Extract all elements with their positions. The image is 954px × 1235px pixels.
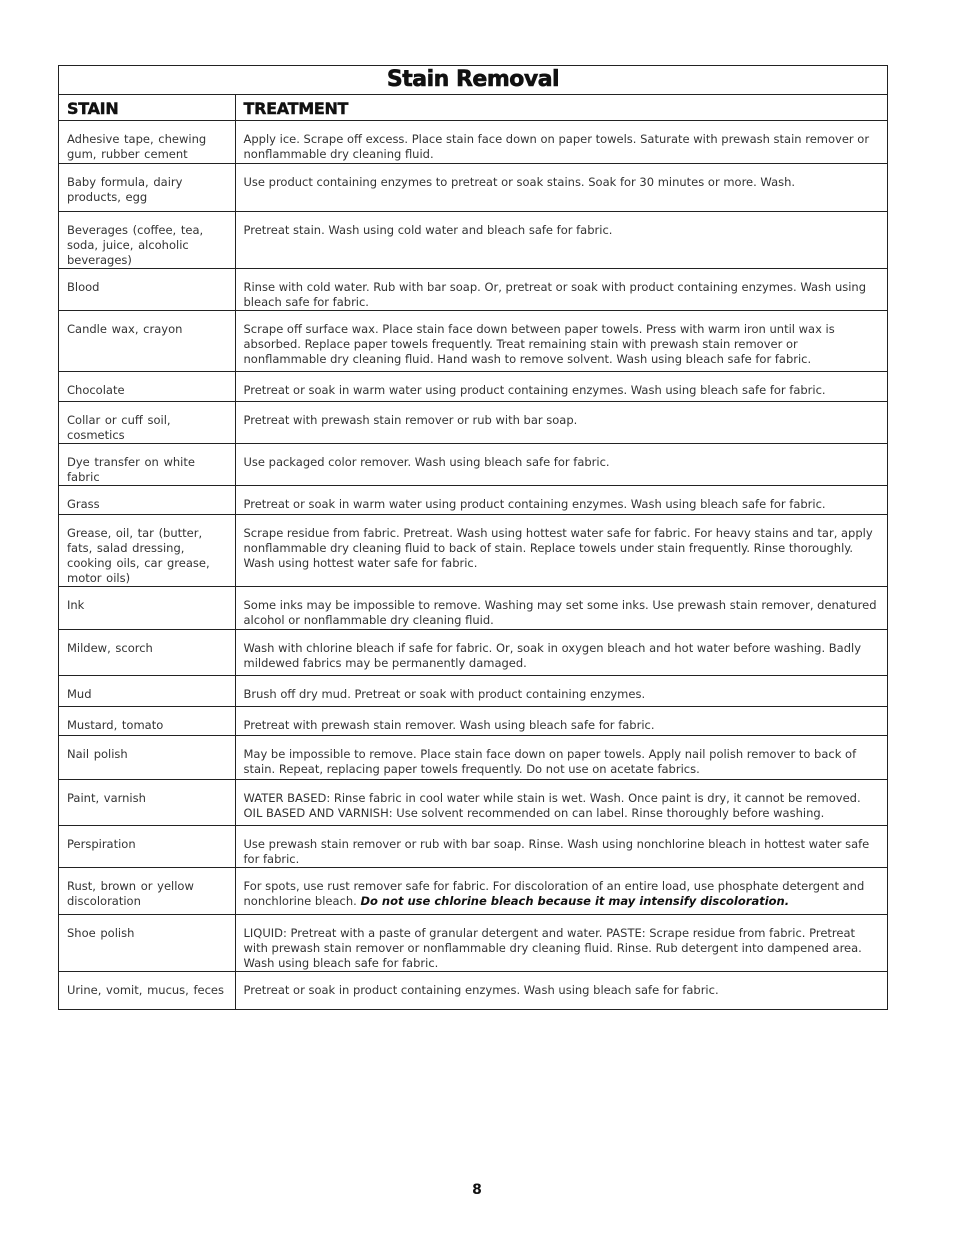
treatment-cell (235, 868, 887, 915)
treatment-text: WATER BASED: Rinse fabric in cool water while stain is wet. Wash. Once paint is dry, it cannot be removed. OIL BASED AND VARNISH: Use solvent recommended on can label. Rinse thoroughly before washing. (243, 791, 861, 820)
treatment-cell (235, 121, 887, 164)
table-row (59, 402, 887, 444)
table-row (59, 121, 887, 164)
table-row (59, 444, 887, 486)
treatment-text: Pretreat or soak in product containing enzymes. Wash using bleach safe for fabric. (243, 983, 719, 997)
stain-cell: Grease, oil, tar (butter, fats, salad dressing, cooking oils, car grease, motor oils) (59, 515, 235, 587)
treatment-cell (235, 164, 887, 212)
treatment-warning-text: Do not use chlorine bleach because it may intensify discoloration. (360, 894, 790, 908)
stain-cell: Beverages (coffee, tea, soda, juice, alcoholic beverages) (59, 212, 235, 269)
treatment-text: Rinse with cold water. Rub with bar soap. Or, pretreat or soak with product containing enzymes. Wash using bleach safe for fabric. (243, 280, 867, 309)
table-row (59, 676, 887, 707)
stain-cell: Blood (59, 269, 235, 311)
stain-cell: Candle wax, crayon (59, 311, 235, 372)
treatment-text: May be impossible to remove. Place stain face down on paper towels. Apply nail polish remover to back of stain. Repeat, replacing paper towels frequently. Do not use on acetate fabrics. (243, 747, 857, 776)
table-row (59, 515, 887, 587)
treatment-cell (235, 311, 887, 372)
table-row (59, 486, 887, 515)
treatment-cell (235, 444, 887, 486)
stain-cell: Mustard, tomato (59, 707, 235, 736)
stain-column-header: STAIN (59, 95, 235, 121)
stain-removal-table (59, 95, 887, 1009)
page-title: Stain Removal (59, 66, 887, 95)
table-row (59, 915, 887, 972)
treatment-cell (235, 780, 887, 826)
table-row (59, 587, 887, 630)
treatment-cell (235, 269, 887, 311)
treatment-text: LIQUID: Pretreat with a paste of granular detergent and water. PASTE: Scrape residue from fabric. Pretreat with prewash stain remover or nonflammable dry cleaning fluid. Rinse. Rub detergent into dampened area. Wash using bleach safe for fabric. (243, 926, 862, 970)
treatment-text: For spots, use rust remover safe for fabric. For discoloration of an entire load, use phosphate detergent and nonchlorine bleach. (243, 879, 865, 908)
treatment-text: Pretreat or soak in warm water using product containing enzymes. Wash using bleach safe for fabric. (243, 383, 826, 397)
page-number: 8 (472, 1182, 482, 1198)
table-row (59, 826, 887, 868)
treatment-text: Scrape residue from fabric. Pretreat. Wash using hottest water safe for fabric. For heavy stains and tar, apply nonflammable dry cleaning fluid to back of stain. Replace towels under stain frequently. Rinse thoroughly. Wash using hottest water safe for fabric. (243, 526, 873, 570)
stain-cell: Perspiration (59, 826, 235, 868)
treatment-cell (235, 212, 887, 269)
treatment-text: Apply ice. Scrape off excess. Place stain face down on paper towels. Saturate with prewash stain remover or nonflammable dry cleaning fluid. (243, 132, 870, 161)
stain-cell: Dye transfer on white fabric (59, 444, 235, 486)
table-header-row (59, 95, 887, 121)
stain-cell: Urine, vomit, mucus, feces (59, 972, 235, 1009)
table-row (59, 311, 887, 372)
treatment-text: Some inks may be impossible to remove. Washing may set some inks. Use prewash stain remover, denatured alcohol or nonflammable dry cleaning fluid. (243, 598, 877, 627)
treatment-cell (235, 587, 887, 630)
stain-cell: Chocolate (59, 372, 235, 402)
treatment-cell (235, 736, 887, 780)
stain-cell: Rust, brown or yellow discoloration (59, 868, 235, 915)
treatment-cell (235, 486, 887, 515)
treatment-cell (235, 402, 887, 444)
stain-removal-table-frame (58, 65, 888, 1010)
table-row (59, 372, 887, 402)
stain-cell: Mud (59, 676, 235, 707)
stain-cell: Nail polish (59, 736, 235, 780)
table-row (59, 868, 887, 915)
table-row (59, 972, 887, 1009)
treatment-cell (235, 915, 887, 972)
table-row (59, 707, 887, 736)
stain-cell: Baby formula, dairy products, egg (59, 164, 235, 212)
table-row (59, 164, 887, 212)
stain-cell: Ink (59, 587, 235, 630)
stain-cell: Adhesive tape, chewing gum, rubber cement (59, 121, 235, 164)
treatment-cell (235, 676, 887, 707)
table-row (59, 630, 887, 676)
treatment-text: Wash with chlorine bleach if safe for fabric. Or, soak in oxygen bleach and hot water before washing. Badly mildewed fabrics may be permanently damaged. (243, 641, 862, 670)
stain-cell: Paint, varnish (59, 780, 235, 826)
table-row (59, 212, 887, 269)
treatment-text: Pretreat or soak in warm water using product containing enzymes. Wash using bleach safe for fabric. (243, 497, 826, 511)
treatment-text: Brush off dry mud. Pretreat or soak with product containing enzymes. (243, 687, 646, 701)
treatment-text: Pretreat with prewash stain remover. Wash using bleach safe for fabric. (243, 718, 655, 732)
treatment-text: Use product containing enzymes to pretreat or soak stains. Soak for 30 minutes or more. Wash. (243, 175, 796, 189)
table-body (59, 121, 887, 1009)
treatment-cell (235, 515, 887, 587)
stain-cell: Grass (59, 486, 235, 515)
stain-cell: Shoe polish (59, 915, 235, 972)
treatment-text: Pretreat stain. Wash using cold water and bleach safe for fabric. (243, 223, 613, 237)
table-row (59, 736, 887, 780)
treatment-cell (235, 707, 887, 736)
treatment-text: Use prewash stain remover or rub with bar soap. Rinse. Wash using nonchlorine bleach in hottest water safe for fabric. (243, 837, 870, 866)
stain-cell: Collar or cuff soil, cosmetics (59, 402, 235, 444)
treatment-cell (235, 630, 887, 676)
treatment-cell (235, 972, 887, 1009)
treatment-text: Use packaged color remover. Wash using bleach safe for fabric. (243, 455, 610, 469)
table-row (59, 269, 887, 311)
treatment-column-header: TREATMENT (235, 95, 887, 121)
table-row (59, 780, 887, 826)
stain-cell: Mildew, scorch (59, 630, 235, 676)
treatment-cell (235, 372, 887, 402)
treatment-text: Scrape off surface wax. Place stain face down between paper towels. Press with warm iron until wax is absorbed. Replace paper towels frequently. Treat remaining stain with prewash stain remover or nonflammable dry cleaning fluid. Hand wash to remove solvent. Wash using bleach safe for fabric. (243, 322, 835, 366)
treatment-cell (235, 826, 887, 868)
treatment-text: Pretreat with prewash stain remover or rub with bar soap. (243, 413, 578, 427)
